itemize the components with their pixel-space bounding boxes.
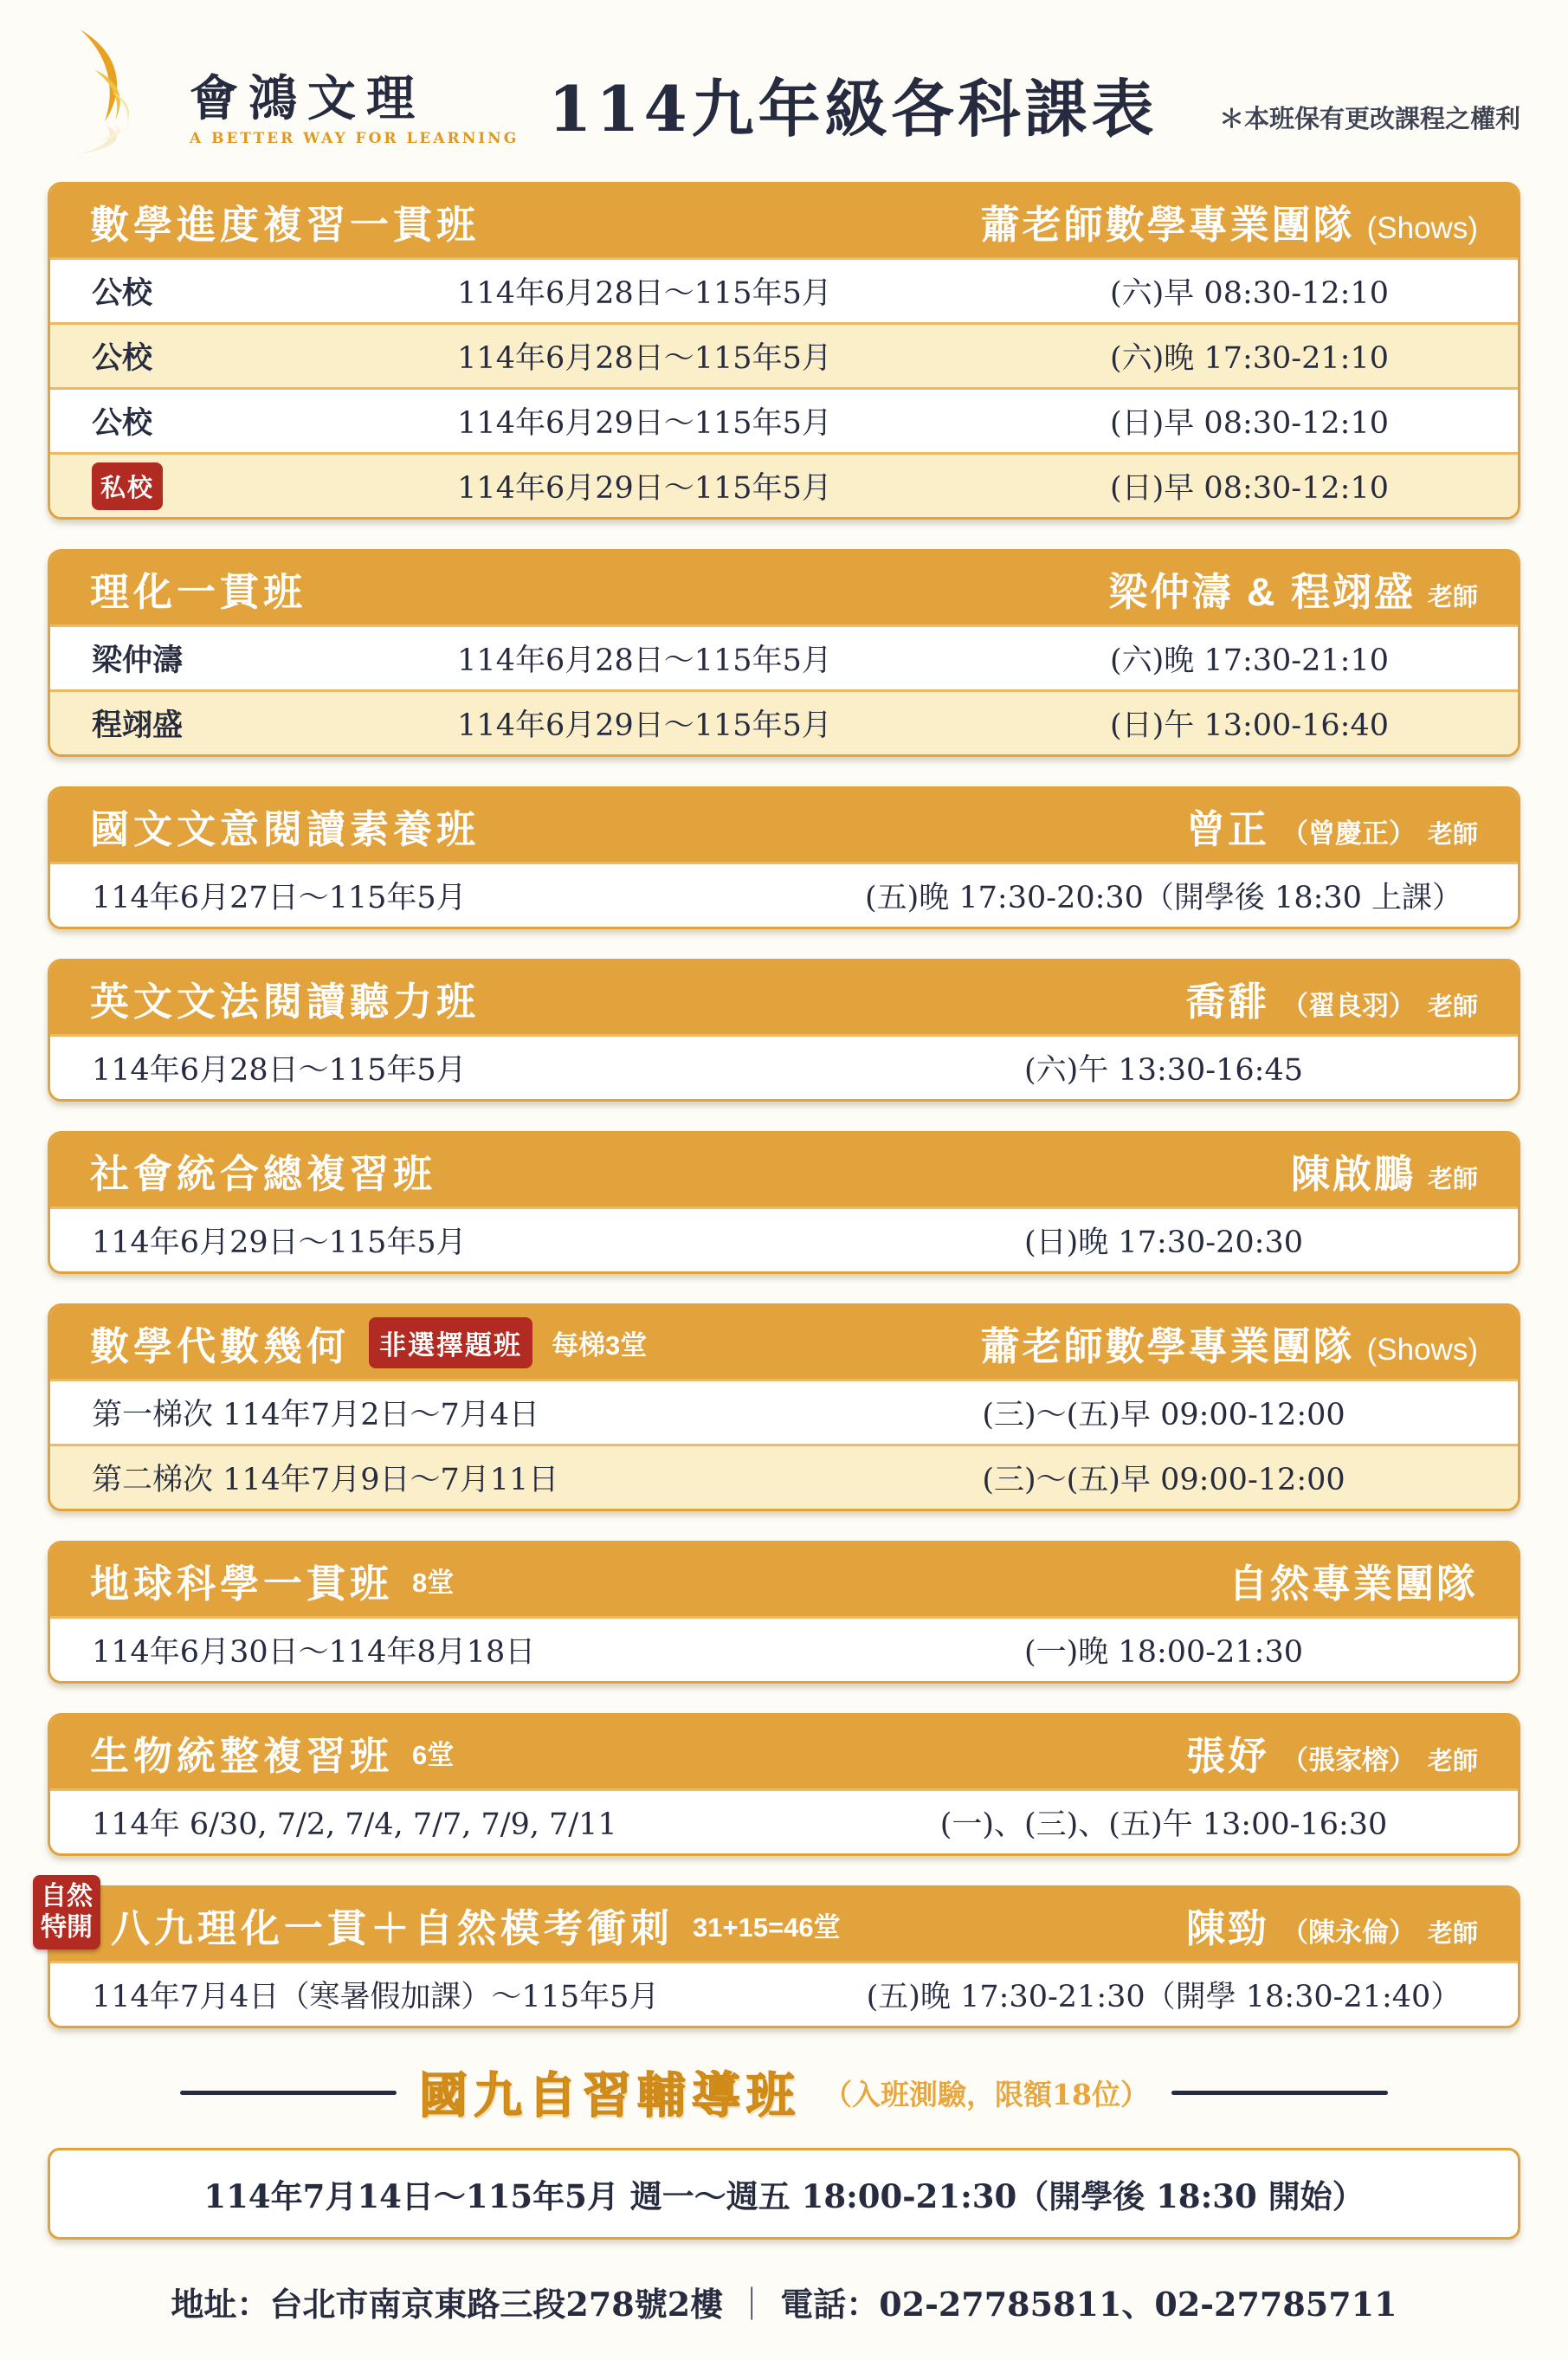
decorative-line-left <box>180 2091 397 2095</box>
row-time: (六)晚 17:30-21:10 <box>1110 643 1389 678</box>
row-label: 公校 <box>92 340 153 376</box>
non-multiple-choice-badge: 非選擇題班 <box>369 1317 532 1368</box>
schedule-row <box>50 257 1518 322</box>
row-date: 第一梯次 114年7月2日～7月4日 <box>92 1398 540 1432</box>
nature-special-badge: 自然 特開 <box>33 1875 100 1949</box>
row-label <box>50 462 308 510</box>
row-date: 114年6月28日～115年5月 <box>457 643 832 678</box>
card-header <box>50 1716 1518 1788</box>
self-study-schedule-box <box>48 2148 1520 2240</box>
card-header <box>50 1888 1518 1961</box>
row-label: 公校 <box>92 405 153 441</box>
row-time: (六)早 08:30-12:10 <box>1110 276 1389 311</box>
card-header <box>50 1543 1518 1616</box>
card-header <box>50 184 1518 257</box>
logo-sails-icon <box>48 29 177 159</box>
course-title: 英文文法閱讀聽力班 <box>90 979 481 1024</box>
schedule-row <box>50 1961 1518 2026</box>
teacher-name: 曾正 <box>1185 806 1269 851</box>
teacher-suffix: 老師 <box>1427 1919 1478 1948</box>
schedule-row <box>50 1616 1518 1681</box>
private-school-badge: 私校 <box>92 462 163 510</box>
row-time: (日)晚 17:30-20:30 <box>1024 1225 1303 1260</box>
disclaimer-note: ＊本班保有更改課程之權利 <box>1218 104 1520 133</box>
teacher-real-name: （張家榕） <box>1281 1744 1416 1775</box>
self-study-schedule: 114年7月14日～115年5月 週一～週五 18:00-21:30（開學後 18:30 開始） <box>203 2177 1365 2215</box>
card-header <box>50 552 1518 624</box>
row-date: 114年6月28日～115年5月 <box>457 276 832 311</box>
brand-name: 會鴻文理 <box>190 70 425 127</box>
card-header <box>50 789 1518 862</box>
brand-tagline: A BETTER WAY FOR LEARNING <box>190 130 519 147</box>
row-label: 程翊盛 <box>92 708 184 743</box>
course-note: 31+15=46堂 <box>693 1911 841 1943</box>
row-time: (一)晚 18:00-21:30 <box>1024 1635 1303 1670</box>
row-label: 梁仲濤 <box>92 643 184 678</box>
schedule-row <box>50 1379 1518 1444</box>
row-date: 114年6月29日～115年5月 <box>92 1225 467 1260</box>
row-time: (六)午 13:30-16:45 <box>1024 1053 1303 1088</box>
card-header <box>50 1134 1518 1206</box>
row-date: 114年7月4日（寒暑假加課）～115年5月 <box>92 1980 660 2014</box>
teacher-name: 陳勁 <box>1185 1905 1269 1950</box>
row-date: 114年6月29日～115年5月 <box>457 471 832 506</box>
self-study-note: （入班測驗，限額18位） <box>823 2077 1149 2111</box>
row-time: (三)～(五)早 09:00-12:00 <box>982 1398 1345 1432</box>
footer-separator: ｜ <box>735 2286 769 2324</box>
row-time: (一)、(三)、(五)午 13:00-16:30 <box>939 1807 1388 1842</box>
course-title: 地球科學一貫班 <box>90 1561 394 1606</box>
teacher-name: 蕭老師數學專業團隊 <box>980 202 1355 247</box>
row-time: (日)早 08:30-12:10 <box>1110 406 1389 441</box>
footer-contact <box>48 2278 1520 2325</box>
teacher-suffix: 老師 <box>1427 820 1478 849</box>
schedule-row <box>50 862 1518 927</box>
footer-phone: 電話：02-27785811、02-27785711 <box>780 2285 1397 2324</box>
schedule-row <box>50 1206 1518 1271</box>
teacher-name: 陳啟鵬 <box>1290 1151 1416 1196</box>
row-date: 114年6月27日～115年5月 <box>92 881 467 915</box>
course-card-math-algebra <box>48 1303 1520 1511</box>
schedule-row <box>50 1034 1518 1099</box>
schedule-row <box>50 452 1518 517</box>
teacher-name: 梁仲濤 & 程翊盛 <box>1108 569 1416 614</box>
footer-address: 地址：台北市南京東路三段278號2樓 <box>171 2285 724 2324</box>
self-study-title-row <box>48 2058 1520 2127</box>
row-time: (五)晚 17:30-20:30（開學後 18:30 上課） <box>864 881 1463 915</box>
row-time: (日)早 08:30-12:10 <box>1110 471 1389 506</box>
course-title: 國文文意閱讀素養班 <box>90 806 481 851</box>
self-study-title: 國九自習輔導班 <box>419 2068 802 2123</box>
teacher-real-name: （曾慶正） <box>1281 818 1416 849</box>
teacher-suffix: 老師 <box>1427 992 1478 1021</box>
schedule-row <box>50 624 1518 689</box>
decorative-line-right <box>1171 2091 1388 2095</box>
course-note: 8堂 <box>412 1567 455 1598</box>
brand-block <box>190 70 519 159</box>
teacher-real-name: （翟良羽） <box>1281 990 1416 1021</box>
schedule-row <box>50 689 1518 754</box>
teacher-note: (Shows) <box>1366 210 1478 245</box>
schedule-row <box>50 387 1518 452</box>
course-title: 數學進度複習一貫班 <box>90 202 481 247</box>
course-title: 社會統合總複習班 <box>90 1151 437 1196</box>
card-header <box>50 1306 1518 1379</box>
row-date: 114年6月29日～115年5月 <box>457 708 832 743</box>
teacher-real-name: （陳永倫） <box>1281 1917 1416 1948</box>
row-time: (六)晚 17:30-21:10 <box>1110 341 1389 376</box>
card-header <box>50 961 1518 1034</box>
teacher-name: 喬馡 <box>1185 979 1269 1024</box>
course-card-biology <box>48 1713 1520 1856</box>
page-title: 114九年級各科課表 <box>548 72 1158 145</box>
row-time: (三)～(五)早 09:00-12:00 <box>982 1463 1345 1497</box>
teacher-suffix: 老師 <box>1427 1165 1478 1193</box>
row-date: 114年6月28日～115年5月 <box>457 341 832 376</box>
schedule-row <box>50 322 1518 387</box>
course-note: 6堂 <box>412 1739 455 1770</box>
course-title: 理化一貫班 <box>90 569 307 614</box>
course-card-social <box>48 1131 1520 1274</box>
teacher-suffix: 老師 <box>1427 583 1478 611</box>
teacher-name: 張妤 <box>1185 1733 1269 1778</box>
course-title: 生物統整複習班 <box>90 1733 394 1778</box>
course-card-physics-chem <box>48 549 1520 757</box>
masthead <box>48 26 1520 182</box>
teacher-note: (Shows) <box>1366 1332 1478 1367</box>
course-title: 八九理化一貫＋自然模考衝刺 <box>111 1905 674 1950</box>
row-date: 114年 6/30, 7/2, 7/4, 7/7, 7/9, 7/11 <box>92 1807 617 1842</box>
teacher-name: 自然專業團隊 <box>1228 1561 1478 1606</box>
course-card-earth-science <box>48 1541 1520 1684</box>
course-card-physics-sprint <box>41 1882 1520 2028</box>
teacher-name: 蕭老師數學專業團隊 <box>980 1323 1355 1368</box>
schedule-row <box>50 1444 1518 1509</box>
schedule-row <box>50 1788 1518 1853</box>
course-card-english <box>48 959 1520 1102</box>
course-card-chinese <box>48 786 1520 929</box>
row-date: 第二梯次 114年7月9日～7月11日 <box>92 1463 559 1497</box>
row-date: 114年6月28日～115年5月 <box>92 1053 467 1088</box>
teacher-suffix: 老師 <box>1427 1747 1478 1775</box>
course-title: 數學代數幾何 <box>90 1323 351 1368</box>
row-label: 公校 <box>92 275 153 311</box>
row-time: (五)晚 17:30-21:30（開學 18:30-21:40） <box>866 1980 1462 2014</box>
row-date: 114年6月29日～115年5月 <box>457 406 832 441</box>
row-time: (日)午 13:00-16:40 <box>1110 708 1389 743</box>
row-date: 114年6月30日～114年8月18日 <box>92 1635 536 1670</box>
course-note: 每梯3堂 <box>552 1329 648 1361</box>
course-card-math-review <box>48 182 1520 520</box>
